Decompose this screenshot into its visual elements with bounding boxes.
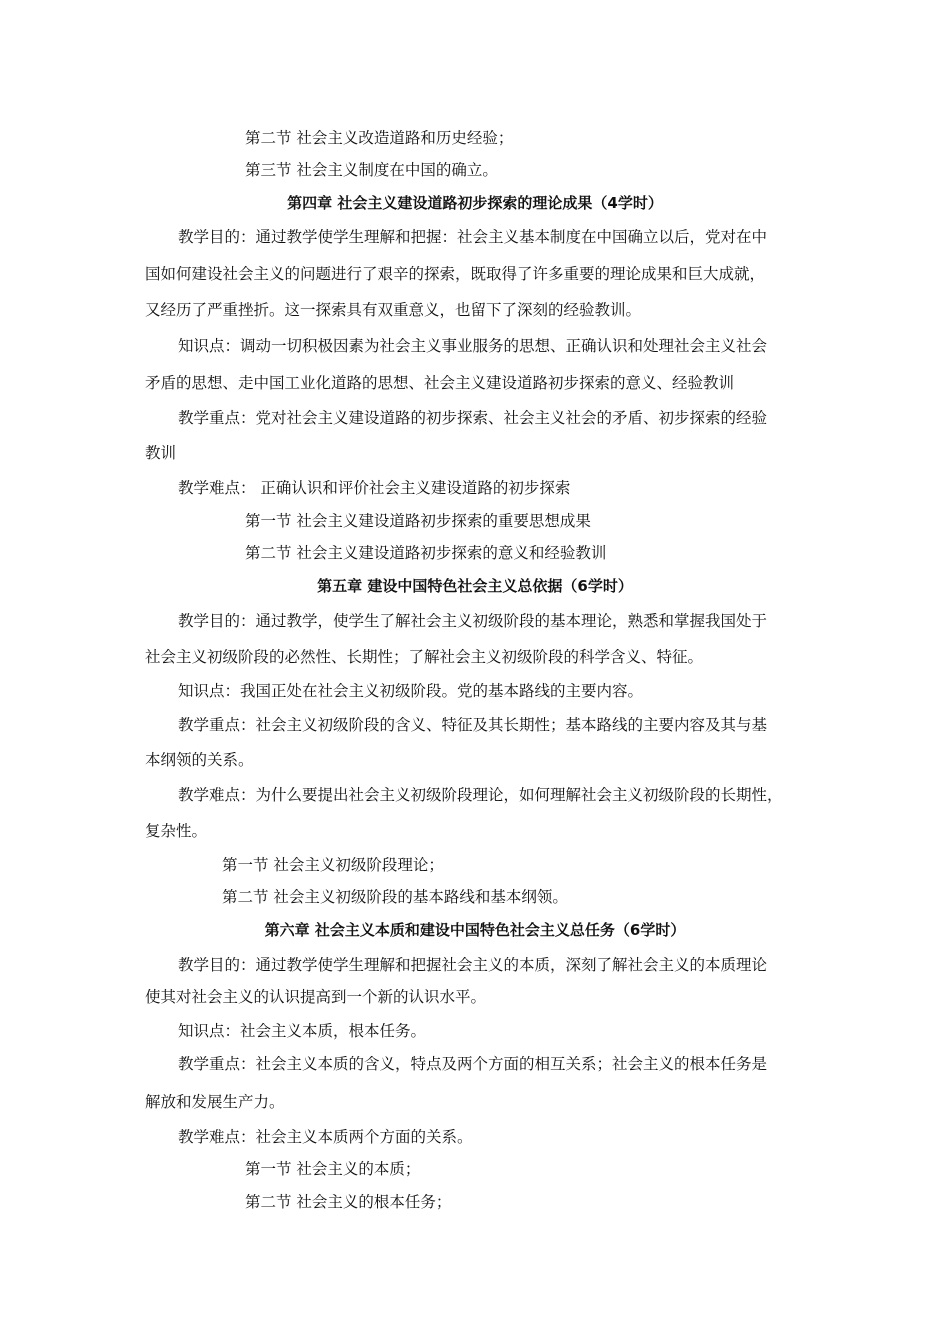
section-heading: 第二节 社会主义改造道路和历史经验； — [245, 129, 514, 147]
chapter-heading: 第四章 社会主义建设道路初步探索的理论成果（4学时） — [287, 194, 663, 212]
paragraph-line: 社会主义初级阶段的必然性、长期性；了解社会主义初级阶段的科学含义、特征。 — [145, 648, 704, 666]
section-heading: 第三节 社会主义制度在中国的确立。 — [245, 161, 498, 179]
paragraph-line: 教学目的：通过教学使学生理解和把握：社会主义基本制度在中国确立以后，党对在中 — [178, 228, 768, 246]
chapter-heading: 第五章 建设中国特色社会主义总依据（6学时） — [317, 577, 633, 595]
section-heading: 第一节 社会主义建设道路初步探索的重要思想成果 — [245, 512, 591, 530]
paragraph-line: 矛盾的思想、走中国工业化道路的思想、社会主义建设道路初步探索的意义、经验教训 — [145, 374, 735, 392]
paragraph-line: 教学重点：社会主义初级阶段的含义、特征及其长期性；基本路线的主要内容及其与基 — [178, 716, 768, 734]
paragraph-line: 教学重点：党对社会主义建设道路的初步探索、社会主义社会的矛盾、初步探索的经验 — [178, 409, 768, 427]
paragraph-line: 复杂性。 — [145, 822, 208, 840]
paragraph-line: 教学难点： 正确认识和评价社会主义建设道路的初步探索 — [178, 479, 571, 497]
chapter-heading: 第六章 社会主义本质和建设中国特色社会主义总任务（6学时） — [264, 921, 686, 939]
section-heading: 第二节 社会主义的根本任务； — [245, 1193, 452, 1211]
paragraph-line: 又经历了严重挫折。这一探索具有双重意义，也留下了深刻的经验教训。 — [145, 301, 642, 319]
paragraph-line: 使其对社会主义的认识提高到一个新的认识水平。 — [145, 988, 487, 1006]
paragraph-line: 知识点：调动一切积极因素为社会主义事业服务的思想、正确认识和处理社会主义社会 — [178, 337, 768, 355]
paragraph-line: 国如何建设社会主义的问题进行了艰辛的探索，既取得了许多重要的理论成果和巨大成就， — [145, 265, 766, 283]
paragraph-line: 知识点：我国正处在社会主义初级阶段。党的基本路线的主要内容。 — [178, 682, 644, 700]
paragraph-line: 教训 — [145, 444, 177, 462]
paragraph-line: 解放和发展生产力。 — [145, 1093, 285, 1111]
paragraph-line: 教学难点：为什么要提出社会主义初级阶段理论，如何理解社会主义初级阶段的长期性， — [178, 786, 783, 804]
paragraph-line: 本纲领的关系。 — [145, 751, 254, 769]
section-heading: 第二节 社会主义建设道路初步探索的意义和经验教训 — [245, 544, 607, 562]
section-heading: 第一节 社会主义初级阶段理论； — [222, 856, 444, 874]
paragraph-line: 教学目的：通过教学使学生理解和把握社会主义的本质，深刻了解社会主义的本质理论 — [178, 956, 768, 974]
paragraph-line: 教学目的：通过教学，使学生了解社会主义初级阶段的基本理论，熟悉和掌握我国处于 — [178, 612, 768, 630]
paragraph-line: 知识点：社会主义本质，根本任务。 — [178, 1022, 427, 1040]
paragraph-line: 教学难点：社会主义本质两个方面的关系。 — [178, 1128, 473, 1146]
section-heading: 第二节 社会主义初级阶段的基本路线和基本纲领。 — [222, 888, 568, 906]
paragraph-line: 教学重点：社会主义本质的含义，特点及两个方面的相互关系；社会主义的根本任务是 — [178, 1055, 768, 1073]
section-heading: 第一节 社会主义的本质； — [245, 1160, 421, 1178]
